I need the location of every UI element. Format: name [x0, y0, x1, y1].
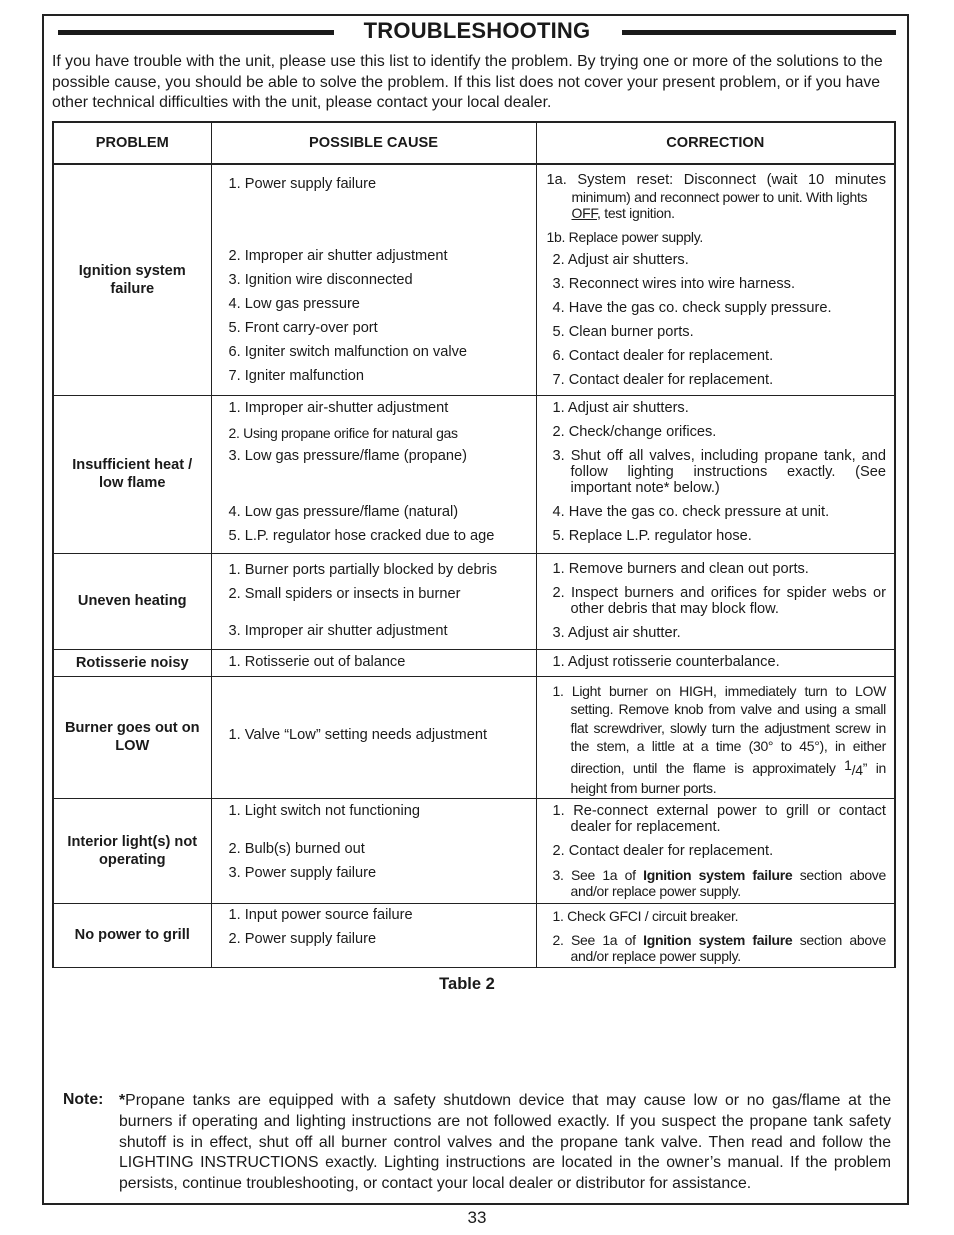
correction-text: 1. Light burner on HIGH, immediately turn to LOW setting. Remove knob from valve and using a small flat screwdriver, slowly turn the adjustment screw in the stem, a little at a time (30° to 45°), in either direction, until the flame is approximately — [552, 682, 886, 776]
correction-item: 1. Adjust rotisserie counterbalance. — [552, 653, 780, 670]
cause-cell — [211, 395, 536, 553]
cause-item: 6. Igniter switch malfunction on valve — [228, 344, 467, 360]
cause-item: 2. Small spiders or insects in burner — [228, 585, 461, 602]
correction-item: 3. Adjust air shutter. — [552, 624, 681, 641]
cause-item: 2. Power supply failure — [228, 930, 377, 947]
problem-uneven-heating: Uneven heating — [53, 553, 211, 649]
correction-item: 2. Check/change orifices. — [552, 423, 717, 440]
correction-item: 6. Contact dealer for replacement. — [552, 348, 774, 364]
cause-item: 2. Improper air shutter adjustment — [228, 248, 448, 264]
correction-item — [553, 932, 887, 964]
cause-item: 1. Valve “Low” setting needs adjustment — [228, 727, 488, 743]
correction-item — [547, 172, 887, 221]
cause-item: 3. Ignition wire disconnected — [228, 272, 413, 288]
correction-1a-line1: 1a. System reset: Disconnect (wait 10 minutes — [546, 172, 886, 188]
cause-item: 3. Power supply failure — [228, 864, 377, 881]
page-number: 33 — [467, 1208, 487, 1227]
cause-item: 3. Improper air shutter adjustment — [228, 622, 448, 639]
correction-tail: section above and/or replace power supply. — [570, 866, 886, 899]
header-possible-cause: POSSIBLE CAUSE — [211, 122, 536, 164]
correction-item: 1. Check GFCI / circuit breaker. — [552, 907, 739, 924]
cause-item: 1. Power supply failure — [228, 176, 377, 192]
correction-cell — [536, 553, 895, 649]
cause-item: 1. Light switch not functioning — [228, 802, 420, 819]
correction-item: 4. Have the gas co. check supply pressure. — [552, 300, 832, 316]
cause-cell — [211, 676, 536, 798]
problem-no-power: No power to grill — [53, 903, 211, 967]
header-problem: PROBLEM — [53, 122, 211, 164]
cause-item: 1. Burner ports partially blocked by debris — [228, 561, 497, 578]
cause-item: 2. Using propane orifice for natural gas — [228, 424, 458, 441]
intro-paragraph: If you have trouble with the unit, please use this list to identify the problem. By trying one or more of the solutions to the possible cause, you should be able to solve the problem. If this list does not cover your present problem, or if you have other technical difficulties with the unit, please contact your local dealer. — [52, 53, 883, 111]
correction-item — [553, 867, 887, 899]
cause-item: 3. Low gas pressure/flame (propane) — [228, 447, 467, 464]
correction-item: 2. Adjust air shutters. — [552, 252, 689, 268]
cause-cell — [211, 903, 536, 967]
header-correction: CORRECTION — [536, 122, 895, 164]
problem-rotisserie-noisy: Rotisserie noisy — [53, 649, 211, 676]
correction-item: 7. Contact dealer for replacement. — [552, 372, 774, 388]
table-row — [53, 798, 895, 903]
table-row — [53, 395, 895, 553]
correction-item: 1. Re-connect external power to grill or contact dealer for replacement. — [552, 802, 886, 835]
correction-cell — [536, 798, 895, 903]
correction-cell — [536, 676, 895, 798]
correction-item: 2. Inspect burners and orifices for spider webs or other debris that may block flow. — [552, 584, 886, 617]
correction-1a-tail: , test ignition. — [597, 205, 675, 221]
table-row — [53, 649, 895, 676]
correction-cell — [536, 395, 895, 553]
cause-cell — [211, 164, 536, 395]
table-row — [53, 903, 895, 967]
correction-lead: 2. See 1a of — [552, 931, 644, 948]
note-label: Note: — [63, 1091, 104, 1108]
cause-item: 1. Input power source failure — [228, 906, 413, 923]
correction-ref-bold: Ignition system failure — [643, 866, 793, 883]
correction-cell — [536, 164, 895, 395]
fraction-denominator: /4 — [851, 761, 863, 778]
cause-cell — [211, 649, 536, 676]
correction-item — [553, 682, 887, 799]
correction-1a-line2: minimum) and reconnect power to unit. With lights — [571, 189, 868, 205]
page-title: TROUBLESHOOTING — [363, 18, 591, 43]
table-row — [53, 553, 895, 649]
correction-lead: 3. See 1a of — [552, 866, 644, 883]
correction-item: 5. Clean burner ports. — [552, 324, 694, 340]
problem-burner-goes-out: Burner goes out on LOW — [53, 676, 211, 798]
problem-interior-lights: Interior light(s) not operating — [53, 798, 211, 903]
problem-insufficient-heat: Insufficient heat / low flame — [53, 395, 211, 553]
cause-item: 5. L.P. regulator hose cracked due to age — [228, 527, 495, 544]
correction-item: 1. Adjust air shutters. — [552, 399, 689, 416]
correction-item: 3. Reconnect wires into wire harness. — [552, 276, 796, 292]
correction-cell — [536, 649, 895, 676]
correction-tail: section above and/or replace power supply. — [570, 931, 886, 964]
note-asterisk: * — [119, 1092, 126, 1109]
correction-tail: ” in height from burner ports. — [570, 759, 887, 797]
table-row — [53, 676, 895, 798]
cause-item: 1. Improper air-shutter adjustment — [228, 399, 449, 416]
correction-item: 1. Remove burners and clean out ports. — [552, 560, 809, 577]
table-header-row — [53, 122, 895, 164]
correction-cell — [536, 903, 895, 967]
table-row — [53, 164, 895, 395]
correction-item: 1b. Replace power supply. — [546, 229, 703, 245]
cause-item: 1. Rotisserie out of balance — [228, 653, 406, 670]
correction-1a-line3 — [547, 205, 887, 221]
fraction-numerator: 1 — [844, 756, 852, 773]
cause-item: 5. Front carry-over port — [228, 320, 378, 336]
cause-item: 7. Igniter malfunction — [228, 368, 364, 384]
correction-ref-bold: Ignition system failure — [643, 931, 793, 948]
note-text — [119, 1091, 891, 1195]
correction-item: 3. Shut off all valves, including propane tank, and follow lighting instructions exactly. (See important note* below.) — [552, 447, 886, 496]
correction-item: 5. Replace L.P. regulator hose. — [552, 527, 752, 544]
note-body: Propane tanks are equipped with a safety shutdown device that may cause low or no gas/flame at the burners if operating and lighting instructions are not followed exactly. If you suspect the propane tank safety shutoff is in effect, shut off all burner control valves and the propane tank valve. Then read and follow the LIGHTING INSTRUCTIONS exactly. Lighting instructions are located in the owner’s manual. If the problem persists, continue troubleshooting, or contact your local dealer or distributor for assistance. — [119, 1092, 891, 1193]
correction-item: 4. Have the gas co. check pressure at unit. — [552, 503, 830, 520]
cause-item: 2. Bulb(s) burned out — [228, 840, 365, 857]
cause-cell — [211, 553, 536, 649]
cause-cell — [211, 798, 536, 903]
table-caption: Table 2 — [439, 975, 495, 993]
problem-ignition: Ignition system failure — [53, 164, 211, 395]
off-underlined: OFF — [571, 205, 598, 221]
cause-item: 4. Low gas pressure — [228, 296, 360, 312]
troubleshooting-table — [52, 121, 896, 968]
correction-item: 2. Contact dealer for replacement. — [552, 842, 774, 859]
cause-item: 4. Low gas pressure/flame (natural) — [228, 503, 459, 520]
